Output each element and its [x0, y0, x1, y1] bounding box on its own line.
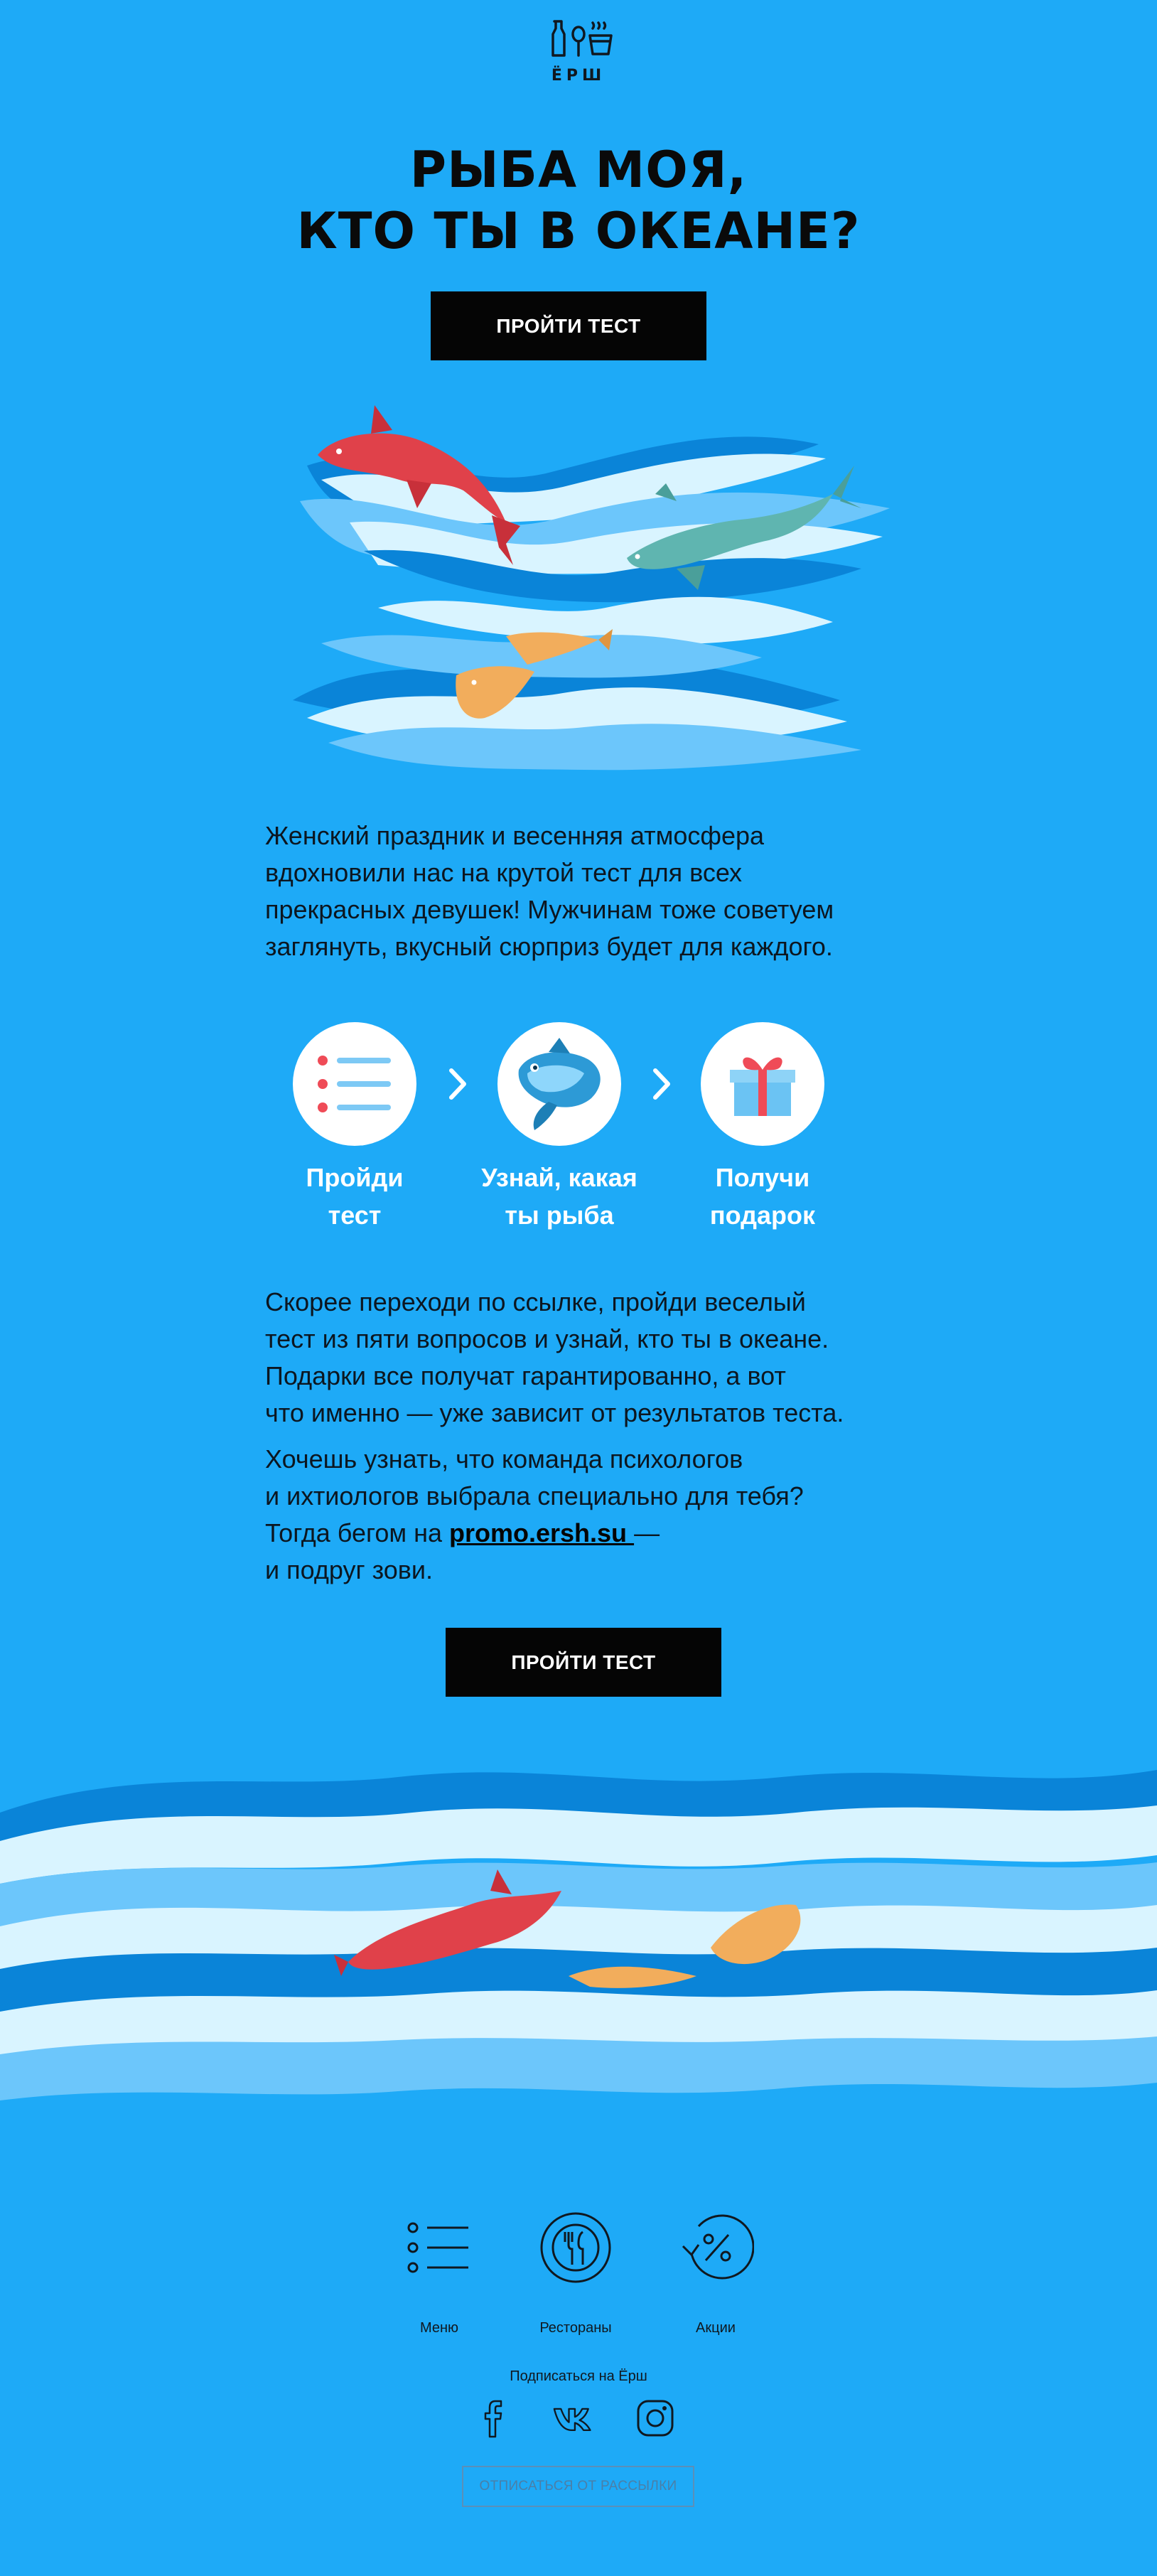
step-fish-icon	[497, 1022, 621, 1146]
logo-icon	[544, 20, 613, 64]
subscribe-label: Подписаться на Ёрш	[510, 2368, 647, 2384]
take-test-button-bottom[interactable]: ПРОЙТИ ТЕСТ	[446, 1628, 721, 1697]
intro-line: вдохновили нас на крутой тест для всех	[265, 858, 743, 887]
title-line-1: РЫБА МОЯ,	[409, 141, 748, 199]
intro-line: прекрасных девушек! Мужчинам тоже советуем	[265, 895, 834, 924]
facebook-link[interactable]	[473, 2397, 516, 2440]
fish-icon	[506, 1031, 613, 1137]
body-paragraph-2	[265, 1441, 947, 1589]
instagram-icon	[636, 2399, 674, 2437]
vk-icon	[553, 2404, 596, 2432]
facebook-icon	[484, 2398, 505, 2438]
body-line-with-link	[265, 1515, 947, 1552]
step-label-take-test	[248, 1159, 461, 1234]
brand-logo[interactable]	[543, 20, 614, 98]
page-title	[0, 139, 1157, 262]
body-line: Подарки все получат гарантированно, а вот	[265, 1361, 786, 1390]
gift-icon	[727, 1048, 798, 1120]
body-line: что именно — уже зависит от результатов теста.	[265, 1398, 844, 1427]
body-text: —	[634, 1518, 660, 1547]
take-test-button-top[interactable]: ПРОЙТИ ТЕСТ	[431, 291, 706, 360]
step-label-line: Узнай, какая	[481, 1163, 637, 1192]
step-label-line: Пройди	[306, 1163, 404, 1192]
hero-fish-waves-illustration	[279, 395, 897, 782]
restaurant-icon	[539, 2211, 613, 2285]
list-icon	[407, 2219, 471, 2276]
footer-restaurants-label[interactable]: Рестораны	[539, 2320, 612, 2336]
checklist-icon	[316, 1052, 394, 1116]
chevron-right-icon	[446, 1066, 470, 1102]
instagram-link[interactable]	[634, 2397, 677, 2440]
menu-link-icon[interactable]	[399, 2208, 479, 2287]
body-line: Скорее переходи по ссылке, пройди веселый	[265, 1287, 806, 1316]
body-paragraph-1	[265, 1284, 947, 1432]
intro-line: заглянуть, вкусный сюрприз будет для каждого.	[265, 932, 833, 961]
body-text: Тогда бегом на	[265, 1518, 449, 1547]
body-line: и ихтиологов выбрала специально для тебя?	[265, 1481, 804, 1510]
logo-text: ЁРШ	[551, 67, 606, 85]
step-test-icon	[293, 1022, 416, 1146]
step-label-line: Получи	[715, 1163, 810, 1192]
intro-paragraph	[265, 817, 947, 965]
step-label-line: тест	[328, 1201, 382, 1230]
chevron-right-icon	[650, 1066, 674, 1102]
intro-line: Женский праздник и весенняя атмосфера	[265, 821, 765, 850]
step-gift-icon	[701, 1022, 824, 1146]
footer-menu-label[interactable]: Меню	[419, 2320, 459, 2336]
unsubscribe-button[interactable]: ОТПИСАТЬСЯ ОТ РАССЫЛКИ	[462, 2466, 694, 2507]
step-label-line: ты рыба	[505, 1201, 614, 1230]
body-line: тест из пяти вопросов и узнай, кто ты в океане.	[265, 1324, 829, 1353]
step-label-line: подарок	[709, 1201, 816, 1230]
body-line: Хочешь узнать, что команда психологов	[265, 1444, 743, 1474]
step-label-get-gift	[656, 1159, 869, 1234]
percent-icon	[677, 2211, 754, 2285]
body-line: и подруг зови.	[265, 1555, 433, 1584]
title-line-2: КТО ТЫ В ОКЕАНЕ?	[296, 202, 861, 260]
vk-link[interactable]	[553, 2397, 596, 2440]
step-label-find-fish	[453, 1159, 666, 1234]
promo-link[interactable]: promo.ersh.su	[449, 1518, 635, 1547]
footer-promotions-label[interactable]: Акции	[696, 2320, 736, 2336]
restaurants-link-icon[interactable]	[536, 2208, 615, 2287]
promotions-link-icon[interactable]	[676, 2208, 755, 2287]
ocean-waves-illustration	[0, 1749, 1157, 2147]
